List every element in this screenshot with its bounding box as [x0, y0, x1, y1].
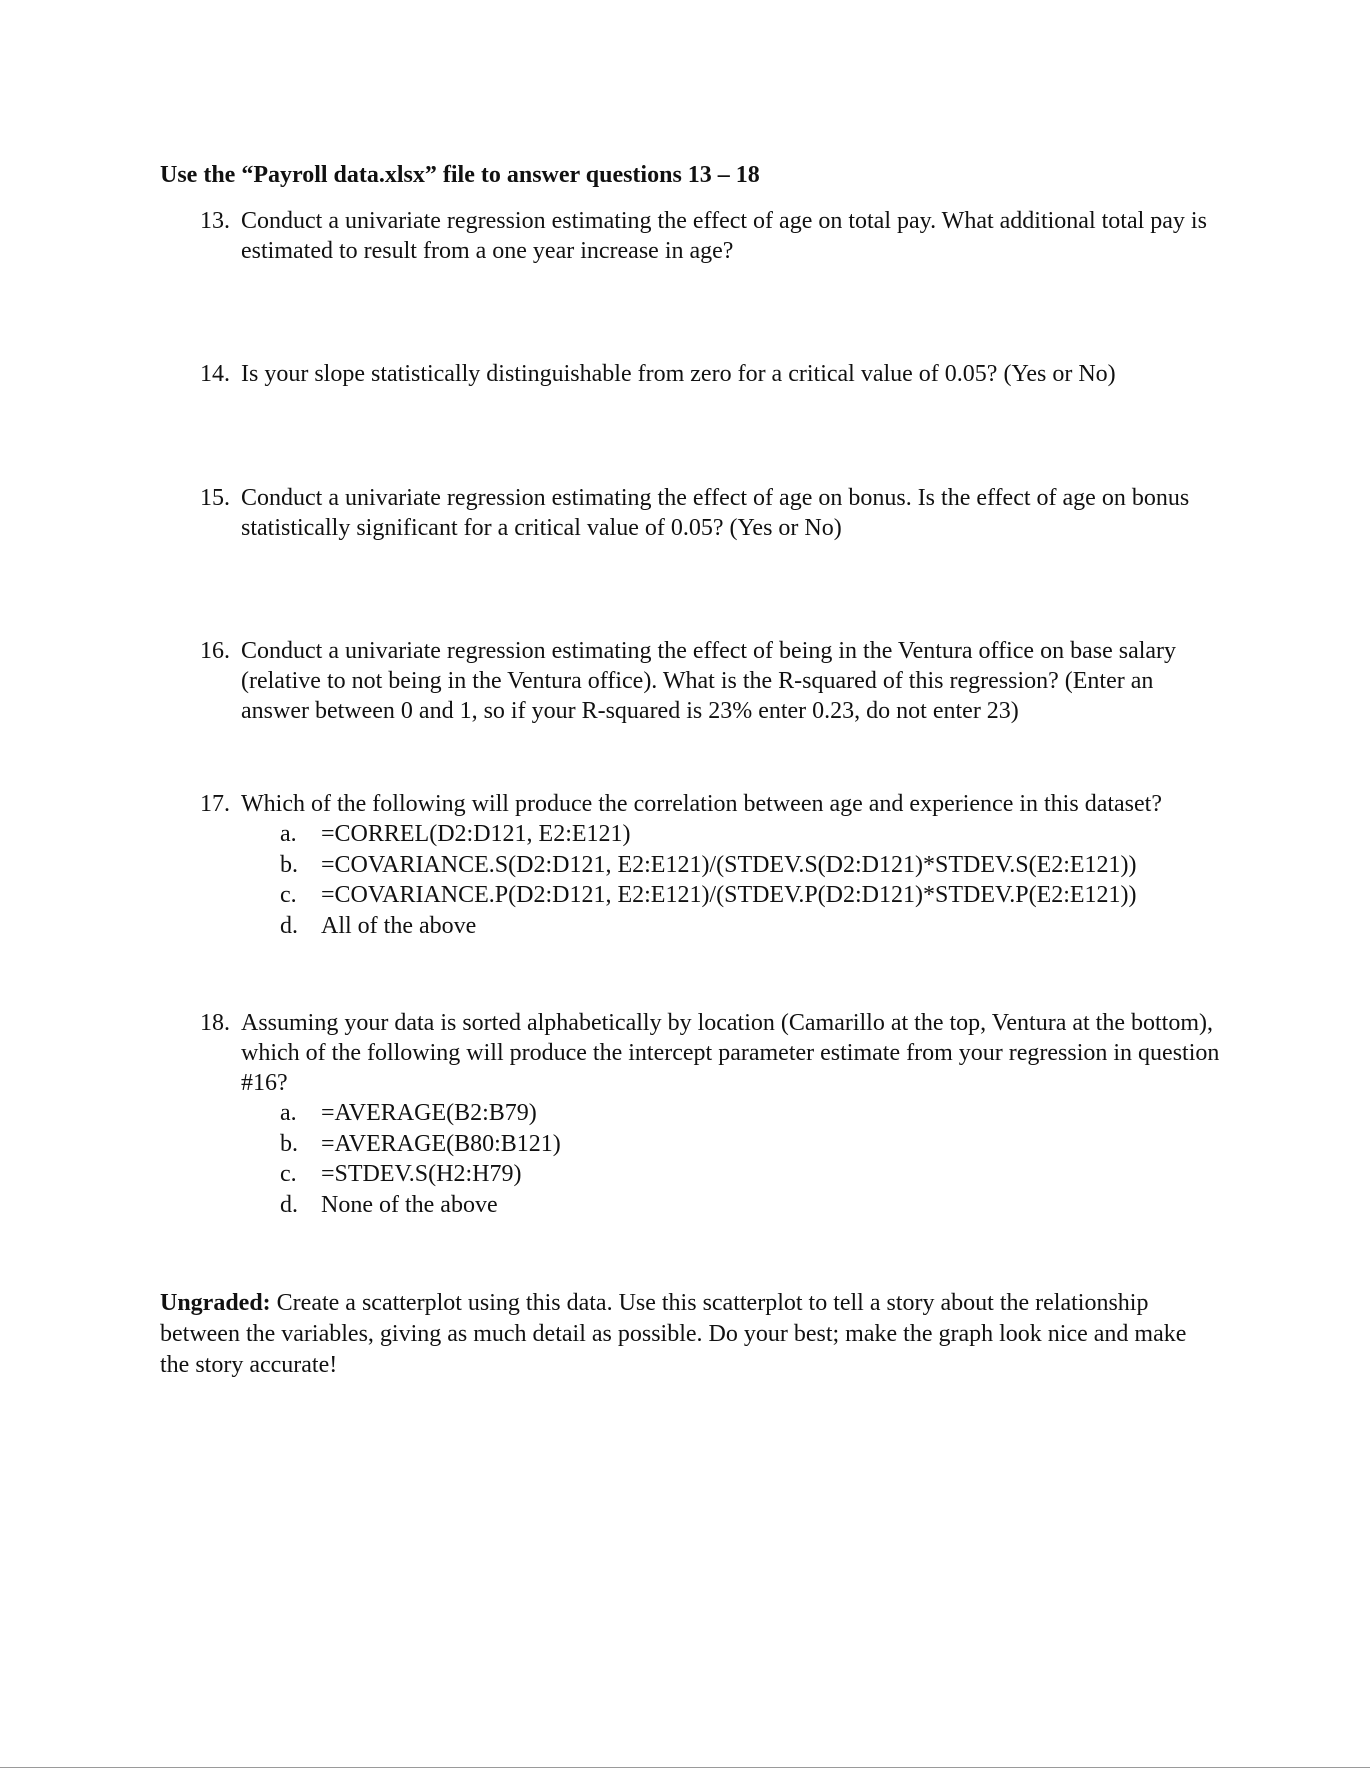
question-14	[200, 359, 1220, 389]
answer-option	[280, 850, 1220, 881]
option-letter: b.	[280, 851, 298, 878]
option-text: =AVERAGE(B80:B121)	[321, 1130, 561, 1157]
question-number: 16.	[200, 638, 230, 664]
option-letter: c.	[280, 882, 297, 908]
ungraded-prompt	[160, 1288, 1220, 1381]
question-text: Conduct a univariate regression estimating the effect of age on bonus. Is the effect of age on bonus statistically significant for a critical value of 0.05? (Yes or No)	[241, 485, 1190, 541]
answer-options	[280, 1098, 1220, 1220]
option-letter: d.	[280, 912, 298, 939]
option-letter: a.	[280, 1100, 297, 1126]
question-text: Assuming your data is sorted alphabetically by location (Camarillo at the top, Ventura at the bottom), which of the following will produce the intercept parameter estimate from your regression in question #16?	[241, 1010, 1220, 1096]
section-heading: Use the “Payroll data.xlsx” file to answer questions 13 – 18	[160, 162, 760, 188]
answer-option	[280, 1190, 1220, 1221]
question-number: 13.	[200, 208, 230, 234]
question-17	[200, 789, 1220, 941]
answer-option	[280, 1129, 1220, 1160]
question-number: 14.	[200, 361, 230, 387]
question-number: 15.	[200, 485, 230, 511]
question-text: Is your slope statistically distinguishable from zero for a critical value of 0.05? (Yes or No)	[241, 361, 1116, 387]
question-15	[200, 483, 1220, 543]
answer-option	[280, 819, 1220, 850]
option-text: None of the above	[321, 1191, 498, 1218]
option-letter: b.	[280, 1130, 298, 1157]
answer-option	[280, 1098, 1220, 1129]
option-text: =AVERAGE(B2:B79)	[321, 1100, 537, 1126]
question-text: Conduct a univariate regression estimating the effect of being in the Ventura office on base salary (relative to not being in the Ventura office). What is the R-squared of this regression? (Enter an answer between 0 and 1, so if your R-squared is 23% enter 0.23, do not enter 23)	[241, 638, 1177, 724]
answer-options	[280, 819, 1220, 941]
option-text: =CORREL(D2:D121, E2:E121)	[321, 821, 631, 847]
option-letter: c.	[280, 1161, 297, 1187]
ungraded-label: Ungraded:	[160, 1290, 271, 1316]
option-text: All of the above	[321, 912, 477, 939]
ungraded-text: Create a scatterplot using this data. Use this scatterplot to tell a story about the relationship between the variables, giving as much detail as possible. Do your best; make the graph look nice and make the story accurate!	[160, 1290, 1187, 1378]
answer-option	[280, 880, 1220, 911]
question-16	[200, 636, 1220, 726]
answer-option	[280, 911, 1220, 942]
question-text: Which of the following will produce the correlation between age and experience in this dataset?	[241, 791, 1162, 817]
page-bottom-divider	[0, 1767, 1370, 1768]
option-letter: d.	[280, 1191, 298, 1218]
option-text: =STDEV.S(H2:H79)	[321, 1161, 522, 1187]
option-text: =COVARIANCE.P(D2:D121, E2:E121)/(STDEV.P(D2:D121)*STDEV.P(E2:E121))	[321, 882, 1137, 908]
option-text: =COVARIANCE.S(D2:D121, E2:E121)/(STDEV.S(D2:D121)*STDEV.S(E2:E121))	[321, 851, 1137, 878]
answer-option	[280, 1159, 1220, 1190]
question-number: 18.	[200, 1010, 230, 1036]
option-letter: a.	[280, 821, 297, 847]
question-text: Conduct a univariate regression estimating the effect of age on total pay. What additional total pay is estimated to result from a one year increase in age?	[241, 208, 1207, 264]
question-18	[200, 1008, 1220, 1220]
question-13	[200, 206, 1220, 266]
question-number: 17.	[200, 791, 230, 817]
